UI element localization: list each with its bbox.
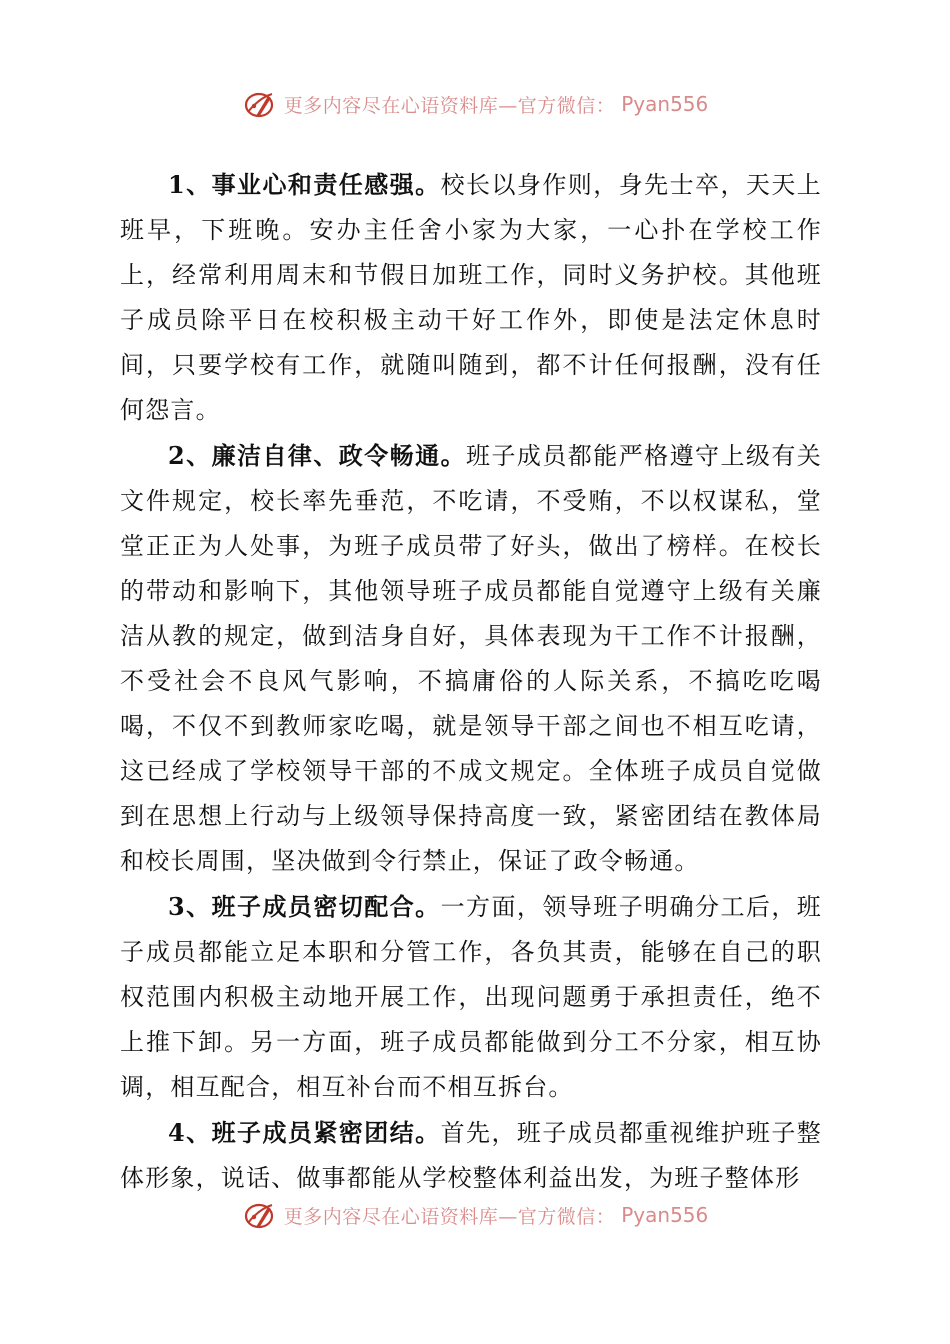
pen-logo-icon <box>242 1197 278 1233</box>
paragraph-1 <box>120 162 822 433</box>
paragraph-3-heading: 3、班子成员密切配合。 <box>168 892 441 921</box>
header-watermark <box>0 84 950 124</box>
paragraph-4 <box>120 1110 822 1201</box>
paragraph-3 <box>120 884 822 1110</box>
watermark-wechat-id: Pyan556 <box>621 92 709 116</box>
document-body <box>120 162 822 1201</box>
watermark-text: 更多内容尽在心语资料库—官方微信： <box>283 1205 616 1228</box>
paragraph-3-text: 一方面，领导班子明确分工后，班子成员都能立足本职和分管工作，各负其责，能够在自己的职权范围内积极主动地开展工作，出现问题勇于承担责任，绝不上推下卸。另一方面，班子成员都能做到分工不分家，相互协调，相互配合，相互补台而不相互拆台。 <box>120 893 823 1101</box>
footer-watermark <box>0 1195 950 1235</box>
paragraph-2-text: 班子成员都能严格遵守上级有关文件规定，校长率先垂范，不吃请，不受贿，不以权谋私，堂堂正正为人处事，为班子成员带了好头，做出了榜样。在校长的带动和影响下，其他领导班子成员都能自觉遵守上级有关廉洁从教的规定，做到洁身自好，具体表现为干工作不计报酬，不受社会不良风气影响，不搞庸俗的人际关系，不搞吃吃喝喝，不仅不到教师家吃喝，就是领导干部之间也不相互吃请，这已经成了学校领导干部的不成文规定。全体班子成员自觉做到在思想上行动与上级领导保持高度一致，紧密团结在教体局和校长周围，坚决做到令行禁止，保证了政令畅通。 <box>120 442 822 875</box>
paragraph-1-heading: 1、事业心和责任感强。 <box>168 170 441 199</box>
paragraph-4-text: 首先，班子成员都重视维护班子整体形象，说话、做事都能从学校整体利益出发，为班子整体形 <box>120 1119 823 1192</box>
watermark-wechat-id: Pyan556 <box>621 1203 709 1227</box>
paragraph-1-text: 校长以身作则，身先士卒，天天上班早，下班晚。安办主任舍小家为大家，一心扑在学校工作上，经常利用周末和节假日加班工作，同时义务护校。其他班子成员除平日在校积极主动干好工作外，即使是法定休息时间，只要学校有工作，就随叫随到，都不计任何报酬，没有任何怨言。 <box>120 171 823 424</box>
pen-logo-icon <box>242 86 278 122</box>
paragraph-4-heading: 4、班子成员紧密团结。 <box>168 1118 441 1147</box>
watermark-text: 更多内容尽在心语资料库—官方微信： <box>283 94 616 117</box>
paragraph-2 <box>120 433 822 884</box>
paragraph-2-heading: 2、廉洁自律、政令畅通。 <box>168 441 467 470</box>
